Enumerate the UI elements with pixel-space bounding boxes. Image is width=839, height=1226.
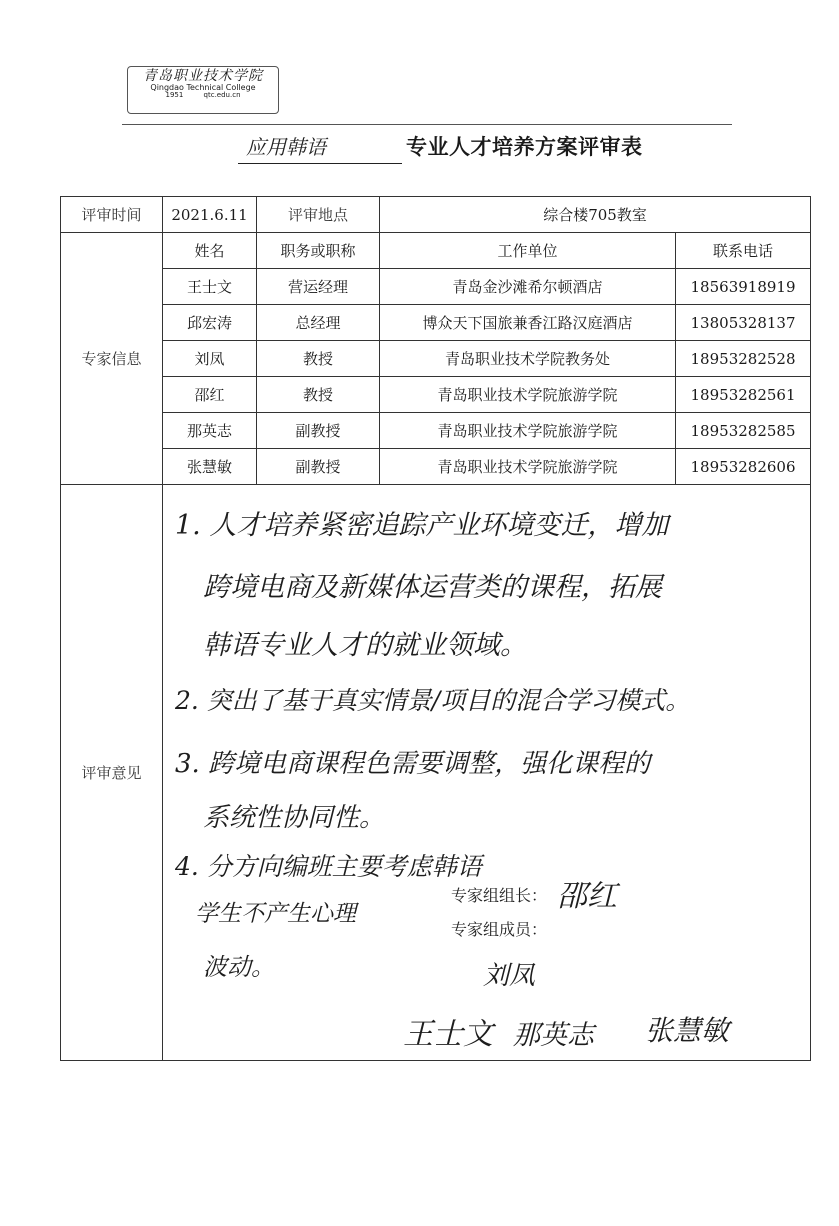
major-name-handwritten: 应用韩语 [238, 130, 402, 164]
review-table [60, 196, 811, 1061]
expert-title: 副教授 [257, 449, 380, 485]
page-title [238, 130, 688, 166]
expert-title: 总经理 [257, 305, 380, 341]
member-signature: 王士文 [403, 1017, 493, 1052]
expert-phone: 18953282528 [676, 341, 811, 377]
review-place-label: 评审地点 [257, 197, 380, 233]
opinion-row [61, 485, 811, 1061]
expert-row [61, 341, 811, 377]
col-header-title: 职务或职称 [257, 233, 380, 269]
col-header-org: 工作单位 [380, 233, 676, 269]
member-signature: 张慧敏 [645, 1014, 730, 1047]
leader-signature: 邵红 [557, 879, 617, 914]
title-text: 专业人才培养方案评审表 [406, 135, 643, 159]
opinion-line: 4. 分方向编班主要考虑韩语 [175, 852, 482, 881]
expert-header-row [61, 233, 811, 269]
header-rule [122, 124, 732, 125]
opinion-line: 韩语专业人才的就业领域。 [203, 630, 527, 661]
opinion-content [163, 485, 811, 1061]
expert-row [61, 269, 811, 305]
expert-title: 教授 [257, 341, 380, 377]
expert-org: 青岛职业技术学院旅游学院 [380, 413, 676, 449]
expert-name: 刘凤 [163, 341, 257, 377]
logo-english-name: Qingdao Technical College [150, 82, 256, 92]
expert-name: 王士文 [163, 269, 257, 305]
expert-org: 博众天下国旅兼香江路汉庭酒店 [380, 305, 676, 341]
review-time-value: 2021.6.11 [163, 197, 257, 233]
opinion-line: 2. 突出了基于真实情景/项目的混合学习模式。 [175, 686, 691, 715]
review-place-value: 综合楼705教室 [380, 197, 811, 233]
expert-phone: 18953282561 [676, 377, 811, 413]
opinion-line: 3. 跨境电商课程色需要调整，强化课程的 [175, 749, 651, 779]
member-signature: 刘凤 [483, 961, 536, 991]
expert-org: 青岛金沙滩希尔顿酒店 [380, 269, 676, 305]
expert-name: 张慧敏 [163, 449, 257, 485]
logo-chinese-name: 青岛职业技术学院 [143, 68, 263, 84]
logo-year: 1951 [165, 91, 184, 100]
expert-row [61, 377, 811, 413]
opinion-line: 跨境电商及新媒体运营类的课程，拓展 [203, 572, 662, 603]
expert-org: 青岛职业技术学院旅游学院 [380, 377, 676, 413]
members-label: 专家组成员： [451, 920, 548, 939]
logo-footer [132, 92, 274, 99]
opinion-line: 1. 人才培养紧密追踪产业环境变迁，增加 [175, 510, 669, 541]
expert-row [61, 449, 811, 485]
opinion-line: 学生不产生心理 [195, 901, 356, 927]
expert-name: 邵红 [163, 377, 257, 413]
expert-info-label: 专家信息 [61, 233, 163, 485]
expert-org: 青岛职业技术学院旅游学院 [380, 449, 676, 485]
expert-phone: 13805328137 [676, 305, 811, 341]
expert-title: 副教授 [257, 413, 380, 449]
col-header-phone: 联系电话 [676, 233, 811, 269]
expert-row [61, 305, 811, 341]
logo-site: qtc.edu.cn [203, 91, 241, 100]
expert-phone: 18953282585 [676, 413, 811, 449]
opinion-line: 波动。 [203, 953, 275, 981]
leader-label: 专家组组长： [451, 886, 548, 905]
expert-phone: 18563918919 [676, 269, 811, 305]
review-time-label: 评审时间 [61, 197, 163, 233]
expert-row [61, 413, 811, 449]
member-signature: 那英志 [513, 1020, 594, 1051]
college-logo [127, 66, 279, 114]
expert-title: 教授 [257, 377, 380, 413]
expert-title: 营运经理 [257, 269, 380, 305]
expert-name: 那英志 [163, 413, 257, 449]
expert-org: 青岛职业技术学院教务处 [380, 341, 676, 377]
opinion-line: 系统性协同性。 [203, 803, 386, 833]
expert-phone: 18953282606 [676, 449, 811, 485]
meta-row [61, 197, 811, 233]
expert-name: 邱宏涛 [163, 305, 257, 341]
col-header-name: 姓名 [163, 233, 257, 269]
opinion-label: 评审意见 [61, 485, 163, 1061]
